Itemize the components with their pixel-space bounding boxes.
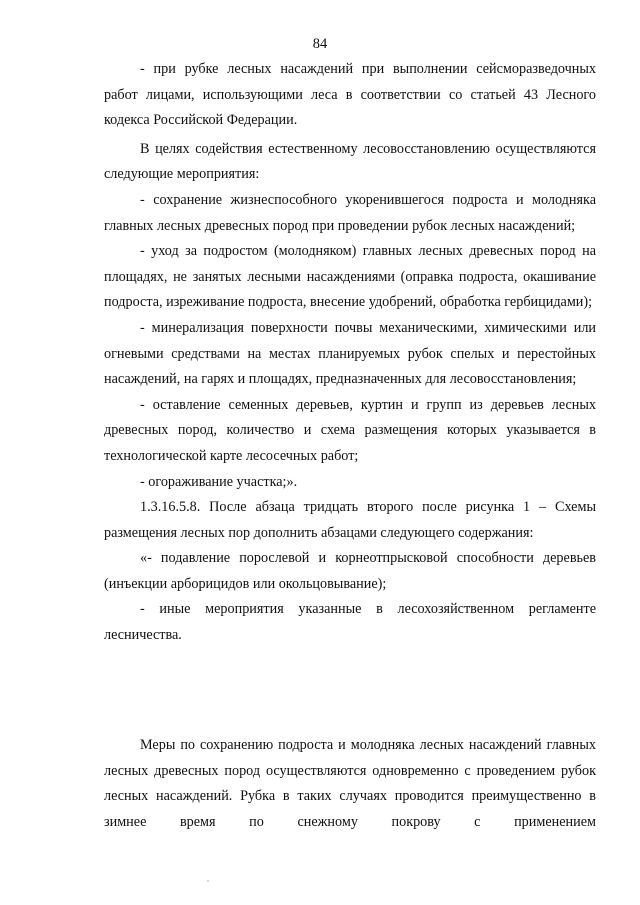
list-item-other-measures: - иные мероприятия указанные в лесохозяйственном регламенте лесничества. — [104, 601, 596, 644]
main-text — [104, 57, 596, 649]
paragraph-seismic-exception: - при рубке лесных насаждений при выполнении сейсморазведочных работ лицами, использующими леса в соответствии со статьей 43 Лесного кодекса Российской Федерации. — [104, 61, 596, 129]
paragraph-natural-regeneration-intro: В целях содействия естественному лесовосстановлению осуществляются следующие мероприятия: — [104, 140, 596, 183]
page-number: 84 — [312, 36, 328, 52]
list-item-seed-trees: - оставление семенных деревьев, куртин и групп из деревьев лесных древесных пород, количество и схема размещения которых указывается в технологической карте лесосечных работ; — [104, 396, 596, 464]
scan-speck — [207, 880, 209, 882]
list-item-coppice-suppression: «- подавление порослевой и корнеотпрысковой способности деревьев (инъекции арборицидов или окольцовывание); — [104, 550, 596, 592]
list-item-fencing: - огораживание участка;». — [140, 473, 298, 490]
main-text-continued — [104, 733, 596, 835]
list-item-soil-mineralization: - минерализация поверхности почвы механическими, химическими или огневыми средствами на местах планируемых рубок спелых и перестойных насаждений, на гарях и площадях, предназначенных для лесовосстановления; — [104, 319, 596, 388]
list-item-undergrowth-care: - уход за подростом (молодняком) главных лесных древесных пород на площадях, не занятых лесными насаждениями (оправка подроста, окашивание подроста, изреживание подроста, внесение удобрений, обработка гербицидами); — [104, 243, 596, 311]
list-item-undergrowth-preservation: - сохранение жизнеспособного укоренившегося подроста и молодняка главных лесных древесных пород при проведении рубок лесных насаждений; — [104, 191, 596, 234]
paragraph-undergrowth-preservation-measures: Меры по сохранению подроста и молодняка лесных насаждений главных лесных древесных пород осуществляются одновременно с проведением рубок лесных насаждений. Рубка в таких случаях проводится преимущественно в зимнее время по снежному покрову с применением — [104, 737, 596, 830]
paragraph-amendment-1-3-16-5-8: 1.3.16.5.8. После абзаца тридцать второго после рисунка 1 – Схемы размещения лесных пор дополнить абзацами следующего содержания: — [104, 499, 596, 541]
